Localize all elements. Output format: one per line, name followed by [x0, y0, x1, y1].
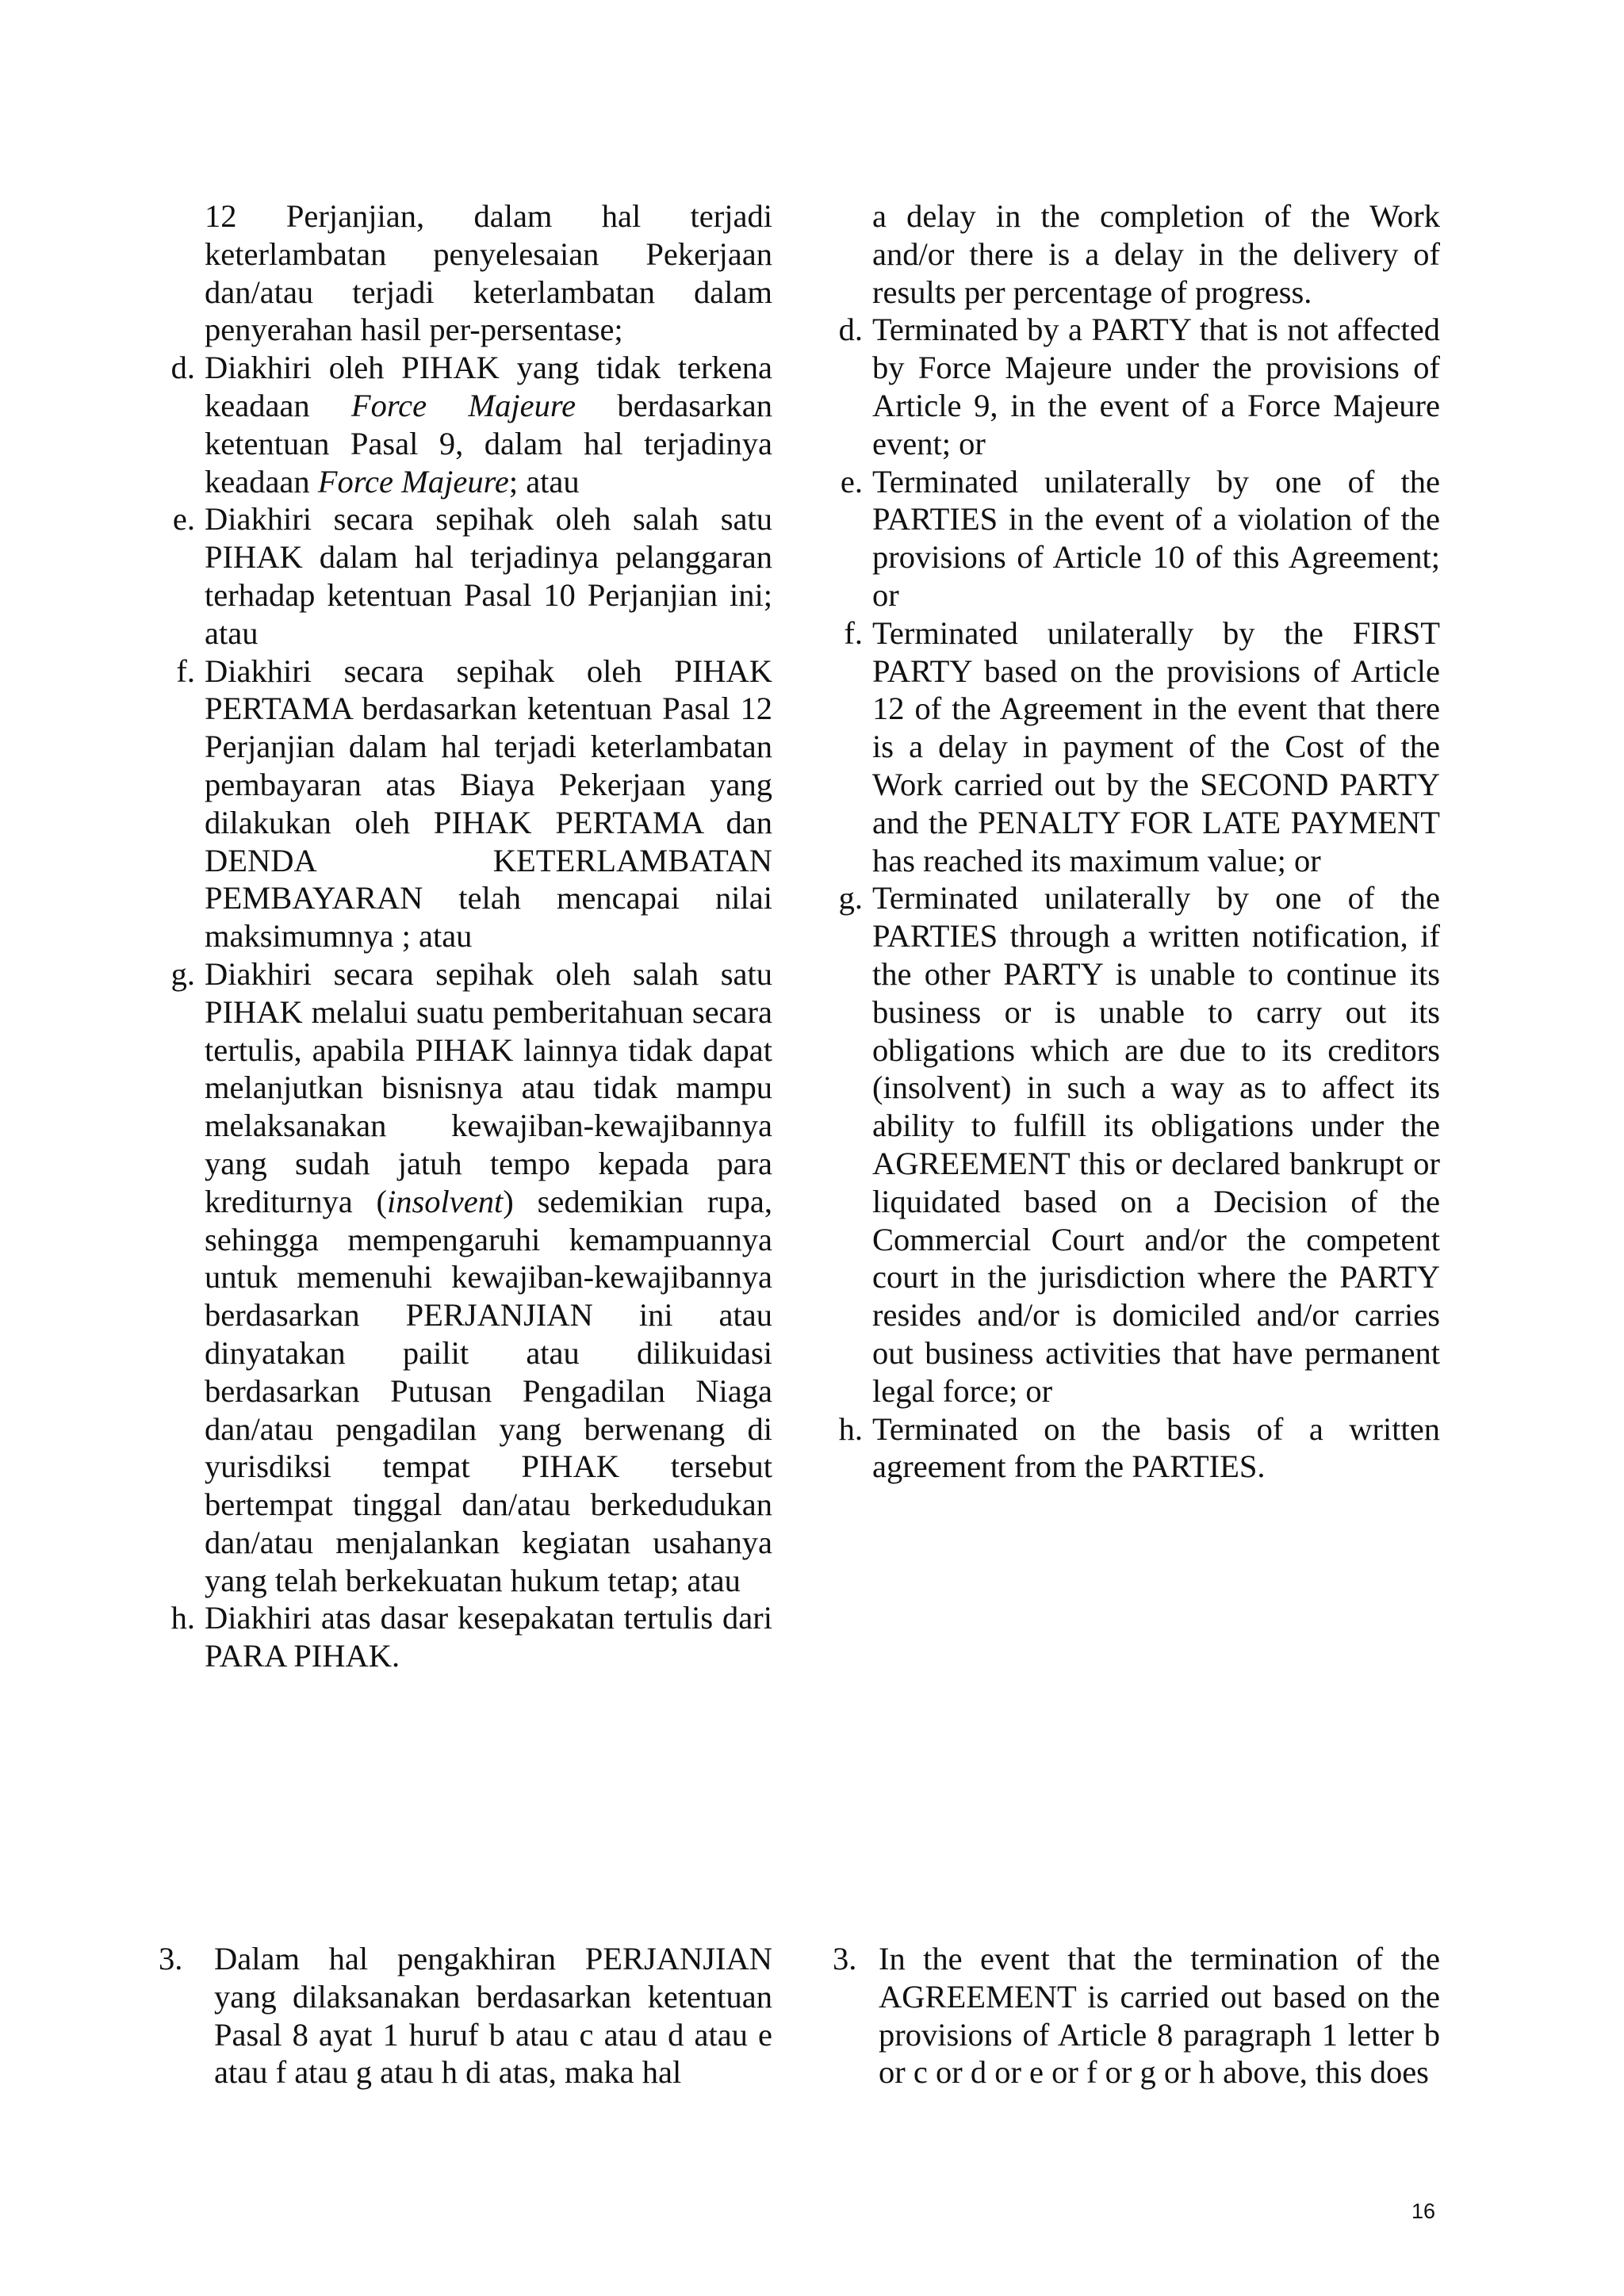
item-label: e.: [172, 501, 195, 538]
list-item-e: [172, 500, 772, 652]
item-number: 3.: [159, 1941, 183, 1976]
item-text: In the event that the termination of the AGREEMENT is carried out based on the provisions of Article 8 paragraph 1 letter b or c or d or e or f or g or h above, this does: [879, 1941, 1440, 2091]
text-run: ; atau: [508, 463, 580, 499]
list-item-f: [176, 652, 772, 955]
list-item-g: [838, 879, 1440, 1410]
english-clause-3: [833, 1940, 1440, 2091]
item-text: Terminated by a PARTY that is not affected by Force Majeure under the provisions of Article 9, in the event of a Force Majeure event; or: [872, 312, 1440, 461]
indonesian-clause-3: [159, 1940, 772, 2091]
item-text: Terminated on the basis of a written agreement from the PARTIES.: [872, 1410, 1440, 1485]
item-label: h.: [838, 1410, 863, 1447]
italic-term: insolvent: [387, 1183, 504, 1219]
list-item-h: [838, 1410, 1440, 1487]
item-label: d.: [170, 350, 195, 386]
item-label: e.: [840, 463, 863, 499]
text-run: berdasarkan ketentuan Pasal 9, dalam hal terjadinya keadaan: [205, 387, 772, 499]
item-label: f.: [844, 614, 863, 651]
item-label: g.: [170, 955, 195, 992]
english-column: [838, 197, 1440, 1486]
item-number: 3.: [833, 1941, 857, 1976]
item-label: f.: [176, 652, 195, 689]
numbered-item: [159, 1940, 772, 2091]
indonesian-column: [170, 197, 772, 1675]
text-run: Diakhiri secara sepihak oleh salah satu PIHAK melalui suatu pemberitahuan secara tertulis, apabila PIHAK lainnya tidak dapat melanjutkan bisnisnya atau tidak mampu melaksanakan kewajiban-kewajibannya yang sudah jatuh tempo kepada para krediturnya (: [205, 955, 772, 1219]
item-text: Dalam hal pengakhiran PERJANJIAN yang dilaksanakan berdasarkan ketentuan Pasal 8 ayat 1 huruf b atau c atau d atau e atau f atau g atau h di atas, maka hal: [214, 1941, 772, 2091]
text-run: ) sedemikian rupa, sehingga mempengaruhi kemampuannya untuk memenuhi kewajiban-kewajibannya berdasarkan PERJANJIAN ini atau dinyatakan pailit atau dilikuidasi berdasarkan Putusan Pengadilan Niaga dan/atau pengadilan yang berwenang di yurisdiksi tempat PIHAK tersebut bertempat tinggal dan/atau berkedudukan dan/atau menjalankan kegiatan usahanya yang telah berkekuatan hukum tetap; atau: [205, 1183, 772, 1598]
item-label: d.: [838, 312, 863, 348]
italic-term: Force Majeure: [317, 463, 509, 499]
paragraph-text: 12 Perjanjian, dalam hal terjadi keterlambatan penyelesaian Pekerjaan dan/atau terjadi keterlambatan dalam penyerahan hasil per-persentase;: [205, 198, 772, 348]
item-text: Terminated unilaterally by the FIRST PARTY based on the provisions of Article 12 of the Agreement in the event that there is a delay in payment of the Cost of the Work carried out by the SECOND PARTY and the PENALTY FOR LATE PAYMENT has reached its maximum value; or: [872, 614, 1440, 878]
list-item-g: [170, 955, 772, 1600]
italic-term: Force Majeure: [350, 387, 576, 423]
item-text: [205, 349, 772, 500]
text-run: Diakhiri oleh PIHAK yang tidak terkena keadaan: [205, 350, 772, 423]
item-label: g.: [838, 880, 863, 916]
numbered-item: [833, 1940, 1440, 2091]
item-text: Terminated unilaterally by one of the PARTIES through a written notification, if the other PARTY is unable to continue its business or is unable to carry out its obligations which are due to its creditors (insolvent) in such a way as to affect its ability to fulfill its obligations under the AGREEMENT this or declared bankrupt or liquidated based on a Decision of the Commercial Court and/or the competent court in the jurisdiction where the PARTY resides and/or is domiciled and/or carries out business activities that have permanent legal force; or: [872, 880, 1440, 1409]
page-number: 16: [1411, 2199, 1435, 2223]
list-item-d: [170, 349, 772, 500]
continuation-paragraph: [205, 197, 772, 349]
continuation-paragraph: [872, 197, 1440, 311]
list-item-d: [838, 311, 1440, 462]
list-item-h: [170, 1599, 772, 1675]
list-item-f: [844, 614, 1440, 880]
item-text: [205, 955, 772, 1600]
item-text: Diakhiri secara sepihak oleh PIHAK PERTAMA berdasarkan ketentuan Pasal 12 Perjanjian dalam hal terjadi keterlambatan pembayaran atas Biaya Pekerjaan yang dilakukan oleh PIHAK PERTAMA dan DENDA KETERLAMBATAN PEMBAYARAN telah mencapai nilai maksimumnya ; atau: [205, 652, 772, 955]
item-text: Diakhiri atas dasar kesepakatan tertulis dari PARA PIHAK.: [205, 1600, 772, 1674]
paragraph-text: a delay in the completion of the Work and/or there is a delay in the delivery of results per percentage of progress.: [872, 198, 1440, 310]
list-item-e: [840, 463, 1440, 614]
item-text: Diakhiri secara sepihak oleh salah satu PIHAK dalam hal terjadinya pelanggaran terhadap ketentuan Pasal 10 Perjanjian ini; atau: [205, 501, 772, 651]
item-text: Terminated unilaterally by one of the PARTIES in the event of a violation of the provisions of Article 10 of this Agreement; or: [872, 463, 1440, 613]
item-label: h.: [170, 1600, 195, 1636]
